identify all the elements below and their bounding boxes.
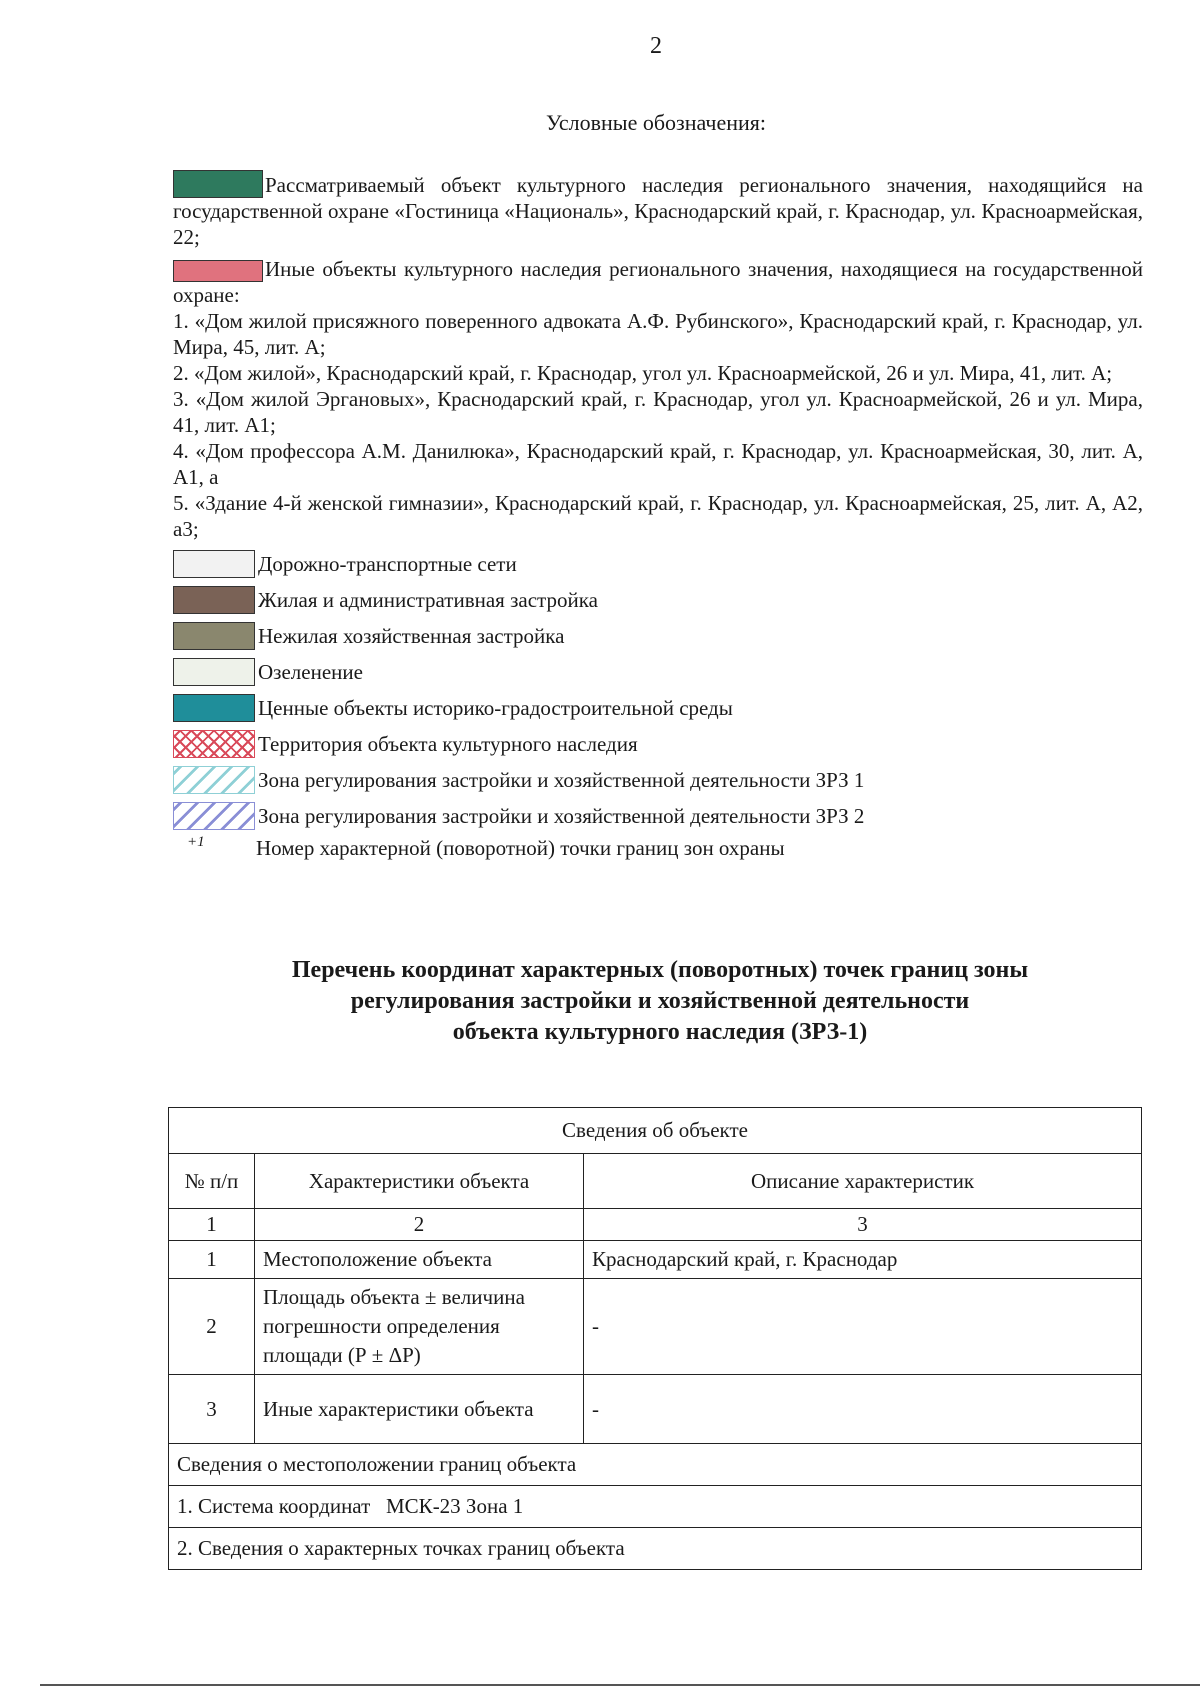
column-number: 2 — [255, 1209, 584, 1241]
table-caption: Сведения об объекте — [169, 1108, 1142, 1154]
heading-line: объекта культурного наследия (ЗРЗ-1) — [452, 1019, 868, 1045]
legend-swatch-other-objects — [173, 260, 263, 282]
legend-entry-point — [173, 834, 1143, 862]
legend-main-object-label: Рассматриваемый объект культурного наследия регионального значения, находящийся на государственной охране «Гостиница «Националь», Краснодарский край, г. Краснодар, ул. Красноармейская, 22; — [173, 173, 1143, 249]
legend-other-objects — [173, 256, 1143, 308]
row-number: 3 — [169, 1375, 255, 1444]
table-footer-row — [169, 1486, 1142, 1528]
legend-entry-label: Территория объекта культурного наследия — [258, 732, 638, 756]
legend-entry — [173, 690, 1143, 726]
legend-entry — [173, 546, 1143, 582]
legend-entry-label: Номер характерной (поворотной) точки границ зон охраны — [256, 836, 785, 860]
coordinates-heading — [160, 955, 1160, 1048]
footer-cell: 1. Система координат МСК-23 Зона 1 — [169, 1486, 1142, 1528]
legend-other-item: 1. «Дом жилой присяжного поверенного адвоката А.Ф. Рубинского», Краснодарский край, г. Краснодар, ул. Мира, 45, лит. А; — [173, 309, 1143, 359]
point-marker-symbol: +1 — [187, 834, 205, 850]
legend-swatch-zrz1 — [173, 766, 255, 794]
table-header-row — [169, 1154, 1142, 1209]
footer-cell: 2. Сведения о характерных точках границ объекта — [169, 1528, 1142, 1570]
column-number: 3 — [584, 1209, 1142, 1241]
legend — [173, 170, 1143, 862]
legend-swatch-heritage-territory — [173, 730, 255, 758]
legend-swatch-valuable-objects — [173, 694, 255, 722]
legend-swatch-main-object — [173, 170, 263, 198]
row-characteristic: Иные характеристики объекта — [255, 1375, 584, 1444]
table-row — [169, 1375, 1142, 1444]
legend-entry — [173, 726, 1143, 762]
footer-cell: Сведения о местоположении границ объекта — [169, 1444, 1142, 1486]
legend-other-item: 2. «Дом жилой», Краснодарский край, г. Краснодар, угол ул. Красноармейской, 26 и ул. Мира, 41, лит. А; — [173, 361, 1113, 385]
legend-swatch-non-residential — [173, 622, 255, 650]
legend-swatch-greenery — [173, 658, 255, 686]
legend-other-item: 5. «Здание 4-й женской гимназии», Краснодарский край, г. Краснодар, ул. Красноармейская, 25, лит. А, А2, а3; — [173, 491, 1143, 541]
legend-entry — [173, 798, 1143, 834]
legend-entry-label: Зона регулирования застройки и хозяйственной деятельности ЗРЗ 1 — [258, 768, 865, 792]
column-number: 1 — [169, 1209, 255, 1241]
table-caption-row — [169, 1108, 1142, 1154]
legend-entry — [173, 762, 1143, 798]
legend-entry — [173, 582, 1143, 618]
column-header: № п/п — [169, 1154, 255, 1209]
legend-title: Условные обозначения: — [545, 110, 767, 135]
legend-entry — [173, 618, 1143, 654]
legend-other-objects-label: Иные объекты культурного наследия регионального значения, находящиеся на государственной охране: — [173, 257, 1143, 307]
table-row — [169, 1279, 1142, 1375]
legend-entry-label: Озеленение — [258, 660, 363, 684]
legend-swatch-roads — [173, 550, 255, 578]
legend-entry — [173, 654, 1143, 690]
legend-entry-label: Нежилая хозяйственная застройка — [258, 624, 565, 648]
legend-swatch-zrz2 — [173, 802, 255, 830]
page-number: 2 — [650, 33, 662, 59]
legend-main-object — [173, 170, 1143, 250]
row-description: - — [584, 1375, 1142, 1444]
row-characteristic: Площадь объекта ± величина погрешности определения площади (Р ± ΔР) — [255, 1279, 584, 1375]
legend-entry-label: Ценные объекты историко-градостроительной среды — [258, 696, 733, 720]
heading-line: регулирования застройки и хозяйственной деятельности — [350, 988, 970, 1014]
page-bottom-rule — [40, 1684, 1200, 1686]
row-description: - — [584, 1279, 1142, 1375]
object-info-table — [168, 1107, 1142, 1570]
row-description: Краснодарский край, г. Краснодар — [584, 1241, 1142, 1279]
legend-other-item: 4. «Дом профессора А.М. Данилюка», Краснодарский край, г. Краснодар, ул. Красноармейская, 30, лит. А, А1, а — [173, 439, 1143, 489]
table-row — [169, 1241, 1142, 1279]
legend-entry-label: Жилая и административная застройка — [258, 588, 598, 612]
heading-line: Перечень координат характерных (поворотных) точек границ зоны — [291, 957, 1029, 983]
row-number: 1 — [169, 1241, 255, 1279]
table-footer-row — [169, 1444, 1142, 1486]
column-header: Описание характеристик — [584, 1154, 1142, 1209]
column-header: Характеристики объекта — [255, 1154, 584, 1209]
row-number: 2 — [169, 1279, 255, 1375]
column-number-row — [169, 1209, 1142, 1241]
legend-entry-label: Зона регулирования застройки и хозяйственной деятельности ЗРЗ 2 — [258, 804, 865, 828]
table-footer-row — [169, 1528, 1142, 1570]
row-characteristic: Местоположение объекта — [255, 1241, 584, 1279]
legend-other-item: 3. «Дом жилой Эргановых», Краснодарский край, г. Краснодар, угол ул. Красноармейской, 26 и ул. Мира, 41, лит. А1; — [173, 387, 1143, 437]
legend-entry-label: Дорожно-транспортные сети — [258, 552, 517, 576]
legend-swatch-residential — [173, 586, 255, 614]
